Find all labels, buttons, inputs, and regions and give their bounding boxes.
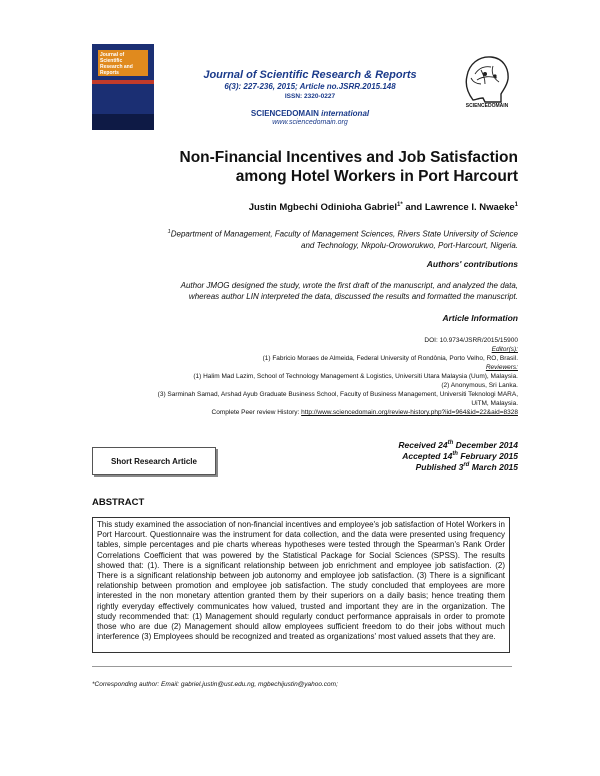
affiliation-text-1: Department of Management, Faculty of Management Sciences, Rivers State University of Science [170, 229, 518, 239]
published-pre: Published 3 [415, 462, 464, 472]
reviewer-1: (1) Halim Mad Lazim, School of Technology Management & Logistics, Universiti Utara Malaysia (Uum), Malaysia. [193, 373, 518, 380]
contributions-text [100, 280, 518, 302]
peer-review-history [60, 408, 518, 417]
article-info-heading: Article Information [442, 313, 518, 323]
doi: DOI: 10.9734/JSRR/2015/15900 [424, 337, 518, 344]
affiliation-line-1 [100, 227, 518, 240]
reviewer-3b: UiTM, Malaysia. [471, 400, 518, 407]
history-link[interactable]: http://www.sciencedomain.org/review-history.php?iid=964&id=22&aid=8328 [301, 409, 518, 416]
corresponding-author-footnote: *Corresponding author: Email: gabriel.justin@ust.edu.ng, mgbechijustin@yahoo.com; [92, 681, 338, 688]
accepted-pre: Accepted 14 [402, 451, 453, 461]
footnote-divider [92, 666, 512, 667]
affiliation-line-2: and Technology, Nkpolu-Oroworukwo, Port-Harcourt, Nigeria. [301, 240, 518, 250]
received-pre: Received 24 [398, 440, 448, 450]
author-1: Justin Mgbechi Odinioha Gabriel [248, 202, 398, 214]
journal-citation: 6(3): 227-236, 2015; Article no.JSRR.2015.148 [224, 82, 396, 91]
article-type-box: Short Research Article [92, 447, 216, 475]
contrib-line-2: whereas author LIN interpreted the data, discussed the results and formatted the manuscript. [188, 292, 518, 301]
editor-1: (1) Fabricio Moraes de Almeida, Federal University of Rondônia, Porto Velho, RO, Brasil. [262, 355, 518, 362]
cover-title: Journal of Scientific Research and Reports [100, 52, 133, 76]
publisher-website[interactable]: www.sciencedomain.org [272, 119, 348, 126]
author-1-sup: 1* [397, 202, 403, 208]
accepted-date [300, 451, 518, 461]
reviewer-2: (2) Anonymous, Sri Lanka. [441, 382, 518, 389]
reviewer-3a: (3) Sarminah Samad, Arshad Ayub Graduate Business School, Faculty of Business Management, Universiti Teknologi MARA, [157, 391, 518, 398]
author-2: Lawrence I. Nwaeke [424, 202, 515, 214]
title-line-1: Non-Financial Incentives and Job Satisfaction [179, 149, 518, 166]
editors-label: Editor(s): [491, 346, 518, 353]
article-title [100, 148, 518, 186]
author-2-sup: 1 [514, 202, 518, 208]
published-post: March 2015 [469, 462, 518, 472]
journal-issn: ISSN: 2320-0227 [284, 93, 336, 100]
accepted-sup: th [452, 451, 458, 458]
publisher-name [190, 109, 430, 118]
authors-and: and [402, 202, 425, 214]
history-label: Complete Peer review History: [211, 409, 302, 416]
article-info-block [60, 336, 518, 417]
received-date [300, 440, 518, 450]
reviewers-label: Reviewers: [485, 364, 518, 371]
author-list [100, 202, 518, 213]
abstract-text: This study examined the association of non-financial incentives and employee's job satisfaction of Hotel Workers in Port Harcourt. Questionnaire was the instrument for data collection, and the data were presented using frequency tables, simple percentages and pie charts whereas hypotheses were tested through the Spearman's Rank Order Correlations Coefficient that was powered by the Statistical Package for Social Sciences (SPSS). The results showed that: (1). There is a significant relationship between job enrichment and employee job satisfaction. (2) There is a significant relationship between job autonomy and employee job satisfaction. (3) There is a significant relationship between promotion and employee job satisfaction. The study concluded that employees are more interested in the non monetary attention granted them by their superiors on a daily basis; hence treating them rightly everyday effectively communicates how valued, trusted and important they are in the organization. The study recommended that: (1) Management should regularly conduct performance appraisals in order to promote those who are due (2) Management should allow employees sufficient freedom to do their jobs without much interference (3) Employees should be recognized and treated as organizations' most valued assets that they are. [92, 517, 510, 653]
cover-stripe [92, 80, 154, 84]
accepted-post: February 2015 [457, 451, 518, 461]
cover-footer [92, 114, 154, 130]
journal-title: Journal of Scientific Research & Reports [203, 69, 417, 81]
received-sup: th [447, 440, 454, 447]
affiliation-sup: 1 [167, 229, 171, 235]
publisher-logo-icon [455, 48, 517, 110]
abstract-heading: ABSTRACT [92, 497, 145, 508]
published-sup: rd [463, 462, 470, 469]
publisher-suffix: international [321, 109, 370, 118]
logo-caption: SCIENCEDOMAIN [465, 103, 509, 109]
affiliation [100, 227, 518, 251]
received-post: December 2014 [453, 440, 518, 450]
journal-cover-image [92, 44, 154, 130]
published-date [300, 462, 518, 472]
publisher-main: SCIENCEDOMAIN [250, 109, 319, 118]
title-line-2: among Hotel Workers in Port Harcourt [235, 168, 518, 185]
contributions-heading: Authors' contributions [426, 259, 518, 269]
contrib-line-1: Author JMOG designed the study, wrote the first draft of the manuscript, and analyzed the data, [180, 281, 518, 290]
